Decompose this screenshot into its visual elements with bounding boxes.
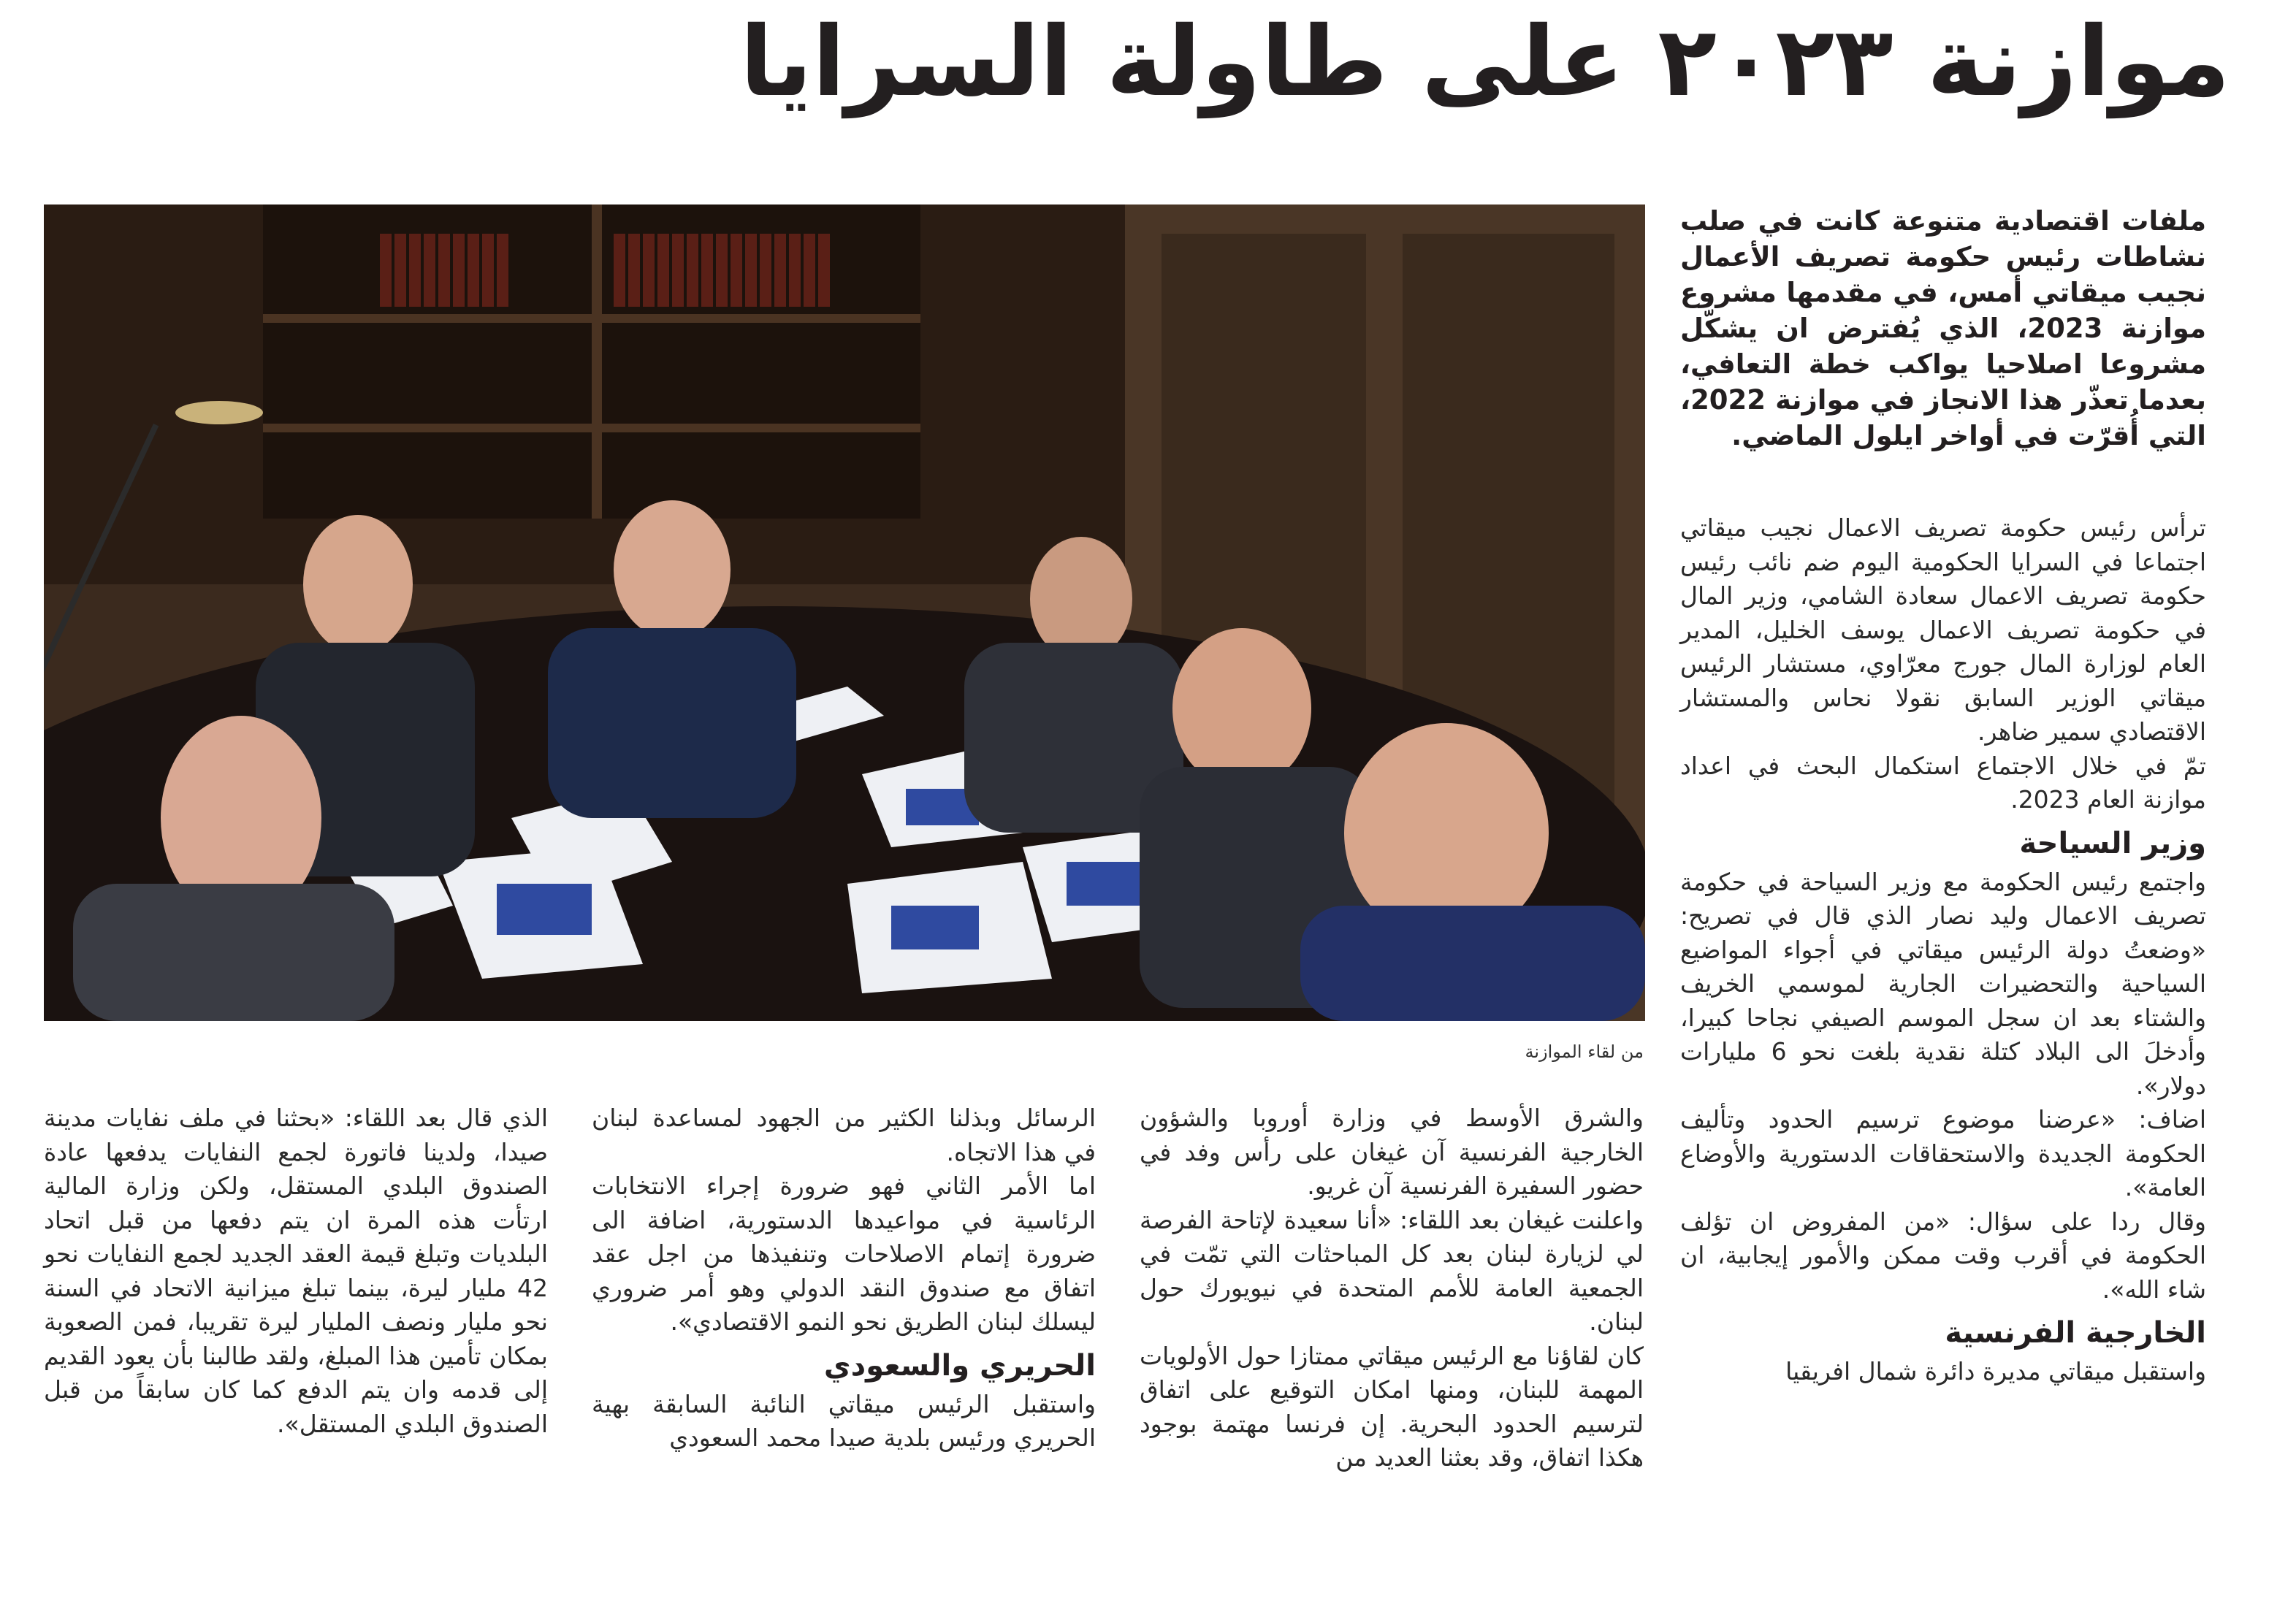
headline: موازنة ٢٠٢٣ على طاولة السرايا: [739, 6, 2230, 118]
article-column-2: [592, 1101, 1096, 1456]
paragraph: كان لقاؤنا مع الرئيس ميقاتي ممتازا حول الأولويات المهمة للبنان، ومنها امكان التوقيع على اتفاق لترسيم الحدود البحرية. إن فرنسا مهتمة بوجود هكذا اتفاق، وقد بعثنا العديد من: [1140, 1341, 1644, 1472]
paragraph: الذي قال بعد اللقاء: «بحثنا في ملف نفايات مدينة صيدا، ولدينا فاتورة لجمع النفايات يدفعها عادة الصندوق البلدي المستقل، ولكن وزارة المالية ارتأت هذه المرة ان يتم دفعها من قبل اتحاد البلديات وتبلغ قيمة العقد الجديد لجمع النفايات نحو 42 مليار ليرة، بينما تبلغ ميزانية الاتحاد في السنة نحو مليار ونصف المليار ليرة تقريبا، فمن الصعوبة بمكان تأمين هذا المبلغ، ولقد طالبنا بأن يعود القديم إلى قدمه وان يتم الدفع كما كان سابقاً من قبل الصندوق البلدي المستقل».: [44, 1104, 548, 1438]
subheading: الحريري والسعودي: [823, 1348, 1096, 1383]
paragraph: ترأس رئيس حكومة تصريف الاعمال نجيب ميقاتي اجتماعا في السرايا الحكومية اليوم ضم نائب رئيس حكومة تصريف الاعمال سعادة الشامي، وزير المال في حكومة تصريف الاعمال يوسف الخليل، المدير العام لوزارة المال جورج معرّاوي، مستشار الرئيس ميقاتي الوزير السابق نقولا نحاس والمستشار الاقتصادي سمير ضاهر.: [1680, 513, 2206, 746]
paragraph: واستقبل ميقاتي مديرة دائرة شمال افريقيا: [1785, 1357, 2206, 1386]
subheading: وزير السياحة: [2019, 826, 2206, 860]
paragraph: واعلنت غيغان بعد اللقاء: «أنا سعيدة لإتاحة الفرصة لي لزيارة لبنان بعد كل المباحثات التي تمّت في الجمعية العامة للأمم المتحدة في نيويورك حول لبنان.: [1140, 1205, 1644, 1336]
paragraph: اضاف: «عرضنا موضوع ترسيم الحدود وتأليف الحكومة الجديدة والاستحقاقات الدستورية والأوضاع العامة».: [1680, 1105, 2206, 1201]
subheading: الخارجية الفرنسية: [1945, 1316, 2206, 1350]
paragraph: وقال ردا على سؤال: «من المفروض ان تؤلف الحكومة في أقرب وقت ممكن والأمور إيجابية، ان شاء الله».: [1680, 1207, 2206, 1304]
paragraph: والشرق الأوسط في وزارة أوروبا والشؤون الخارجية الفرنسية آن غيغان على رأس وفد في حضور السفيرة الفرنسية آن غريو.: [1140, 1104, 1644, 1200]
paragraph: تمّ في خلال الاجتماع استكمال البحث في اعداد موازنة العام 2023.: [1680, 751, 2206, 814]
meeting-photo: [44, 205, 1645, 1021]
photo-caption: من لقاء الموازنة: [1525, 1042, 1644, 1062]
paragraph: الرسائل وبذلنا الكثير من الجهود لمساعدة لبنان في هذا الاتجاه.: [592, 1104, 1096, 1166]
article-column-1: [1140, 1101, 1644, 1475]
paragraph: واستقبل الرئيس ميقاتي النائبة السابقة بهية الحريري ورئيس بلدية صيدا محمد السعودي: [592, 1389, 1096, 1452]
lead-paragraph: ملفات اقتصادية متنوعة كانت في صلب نشاطات رئيس حكومة تصريف الأعمال نجيب ميقاتي أمس، في مقدمها مشروع موازنة 2023، الذي يُفترض ان يشكّل مشروعا اصلاحيا يواكب خطة التعافي، بعدما تعذّر هذا الانجاز في موازنة 2022، التي أُقرّت في أواخر ايلول الماضي.: [1680, 205, 2206, 451]
paragraph: واجتمع رئيس الحكومة مع وزير السياحة في حكومة تصريف الاعمال وليد نصار الذي قال في تصريح: «وضعتُ دولة الرئيس ميقاتي في أجواء المواضيع السياحية والتحضيرات الجارية لموسمي الخريف والشتاء بعد ان سجل الموسم الصيفي نجاحا كبيرا، وأدخلَ الى البلاد كتلة نقدية بلغت نحو 6 مليارات دولار».: [1680, 867, 2206, 1100]
article-column-3: [44, 1101, 548, 1441]
paragraph: اما الأمر الثاني فهو ضرورة إجراء الانتخابات الرئاسية في مواعيدها الدستورية، اضافة الى ضرورة إتمام الاصلاحات وتنفيذها من اجل عقد اتفاق مع صندوق النقد الدولي وهو أمر ضروري ليسلك لبنان الطريق نحو النمو الاقتصادي».: [592, 1172, 1096, 1336]
article-column-right: [1680, 511, 2206, 1389]
